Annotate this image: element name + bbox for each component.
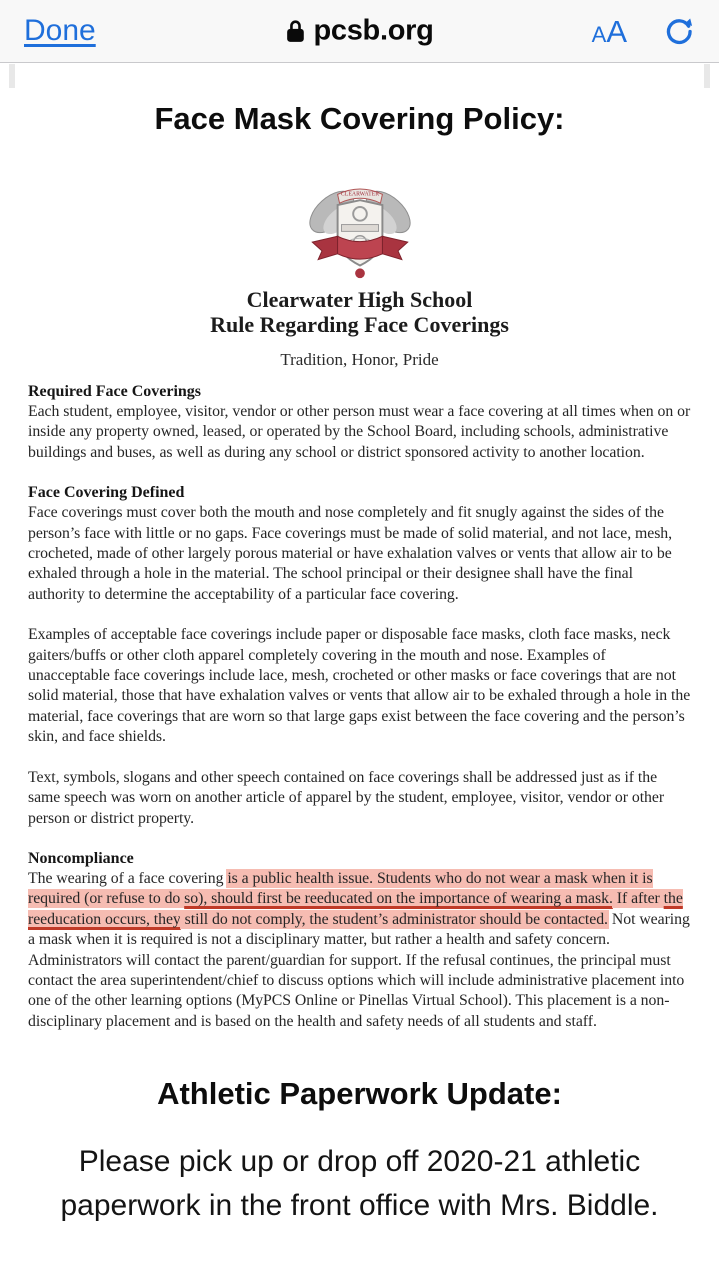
athletic-body: Please pick up or drop off 2020-21 athletic paperwork in the front office with Mrs. Biddle. xyxy=(60,1145,659,1223)
athletic-heading: Athletic Paperwork Update: xyxy=(157,1076,562,1112)
section-heading: Face Covering Defined xyxy=(28,484,185,502)
highlighted-text-segment: If after xyxy=(612,890,664,908)
section-heading: Noncompliance xyxy=(28,849,134,867)
toolbar-right-group xyxy=(592,14,695,48)
url-text: pcsb.org xyxy=(313,14,434,47)
policy-sections xyxy=(28,382,691,1032)
reload-button[interactable] xyxy=(663,14,695,48)
svg-text:CLEARWATER: CLEARWATER xyxy=(340,191,379,198)
text-segment: The wearing of a face covering xyxy=(28,869,228,887)
page-title: Face Mask Covering Policy: xyxy=(154,101,565,136)
policy-paragraph: Text, symbols, slogans and other speech contained on face coverings shall be addressed just as if the same speech was worn on another article of apparel by the student, employee, visitor, vendor or other person or district property. xyxy=(28,768,665,827)
policy-paragraph: Examples of acceptable face coverings include paper or disposable face masks, cloth face masks, neck gaiters/buffs or other cloth apparel completely covering in the mouth and nose. Examples of unacceptable face coverings include lace, mesh, crocheted or other masks or face coverings that are not solid material, those that have exhalation valves or vents that allow air to be exhaled through a hole in the material, face coverings that are worn so that large gaps exist between the face covering and the person’s skin, and face shields. xyxy=(28,626,691,746)
highlighted-text-segment: is a public health issue. Students who do not wear a mask when it is required (or refuse to do xyxy=(28,869,653,908)
text-segment: Not wearing a mask when it is required is not a disciplinary matter, but rather a health and safety concern. Administrators will contact the parent/guardian for support. If the refusal continues, the principal must contact the area superintendent/chief to discuss options which will include administrative placement into one of the other learning options (MyPCS Online or Pinellas Virtual School). This placement is a non-disciplinary placement and is based on the health and safety needs of all students and staff. xyxy=(28,910,690,1030)
school-name: Clearwater High School xyxy=(246,287,473,312)
page-left-edge-mark xyxy=(9,64,15,88)
reload-icon xyxy=(663,14,695,48)
highlighted-text-segment: the reeducation occurs, they xyxy=(28,890,683,928)
highlighted-text-segment: still do not comply, the student’s administrator should be contacted. xyxy=(180,910,608,928)
highlighted-text-segment: so), should first be reeducated on the importance of wearing a mask. xyxy=(184,890,613,908)
school-motto: Tradition, Honor, Pride xyxy=(280,350,439,369)
school-crest-logo xyxy=(28,171,691,283)
page-right-edge-mark xyxy=(704,64,710,88)
done-button[interactable]: Done xyxy=(24,14,96,47)
policy-paragraph-annotated xyxy=(28,869,691,1032)
lock-icon xyxy=(285,19,304,44)
address-field[interactable] xyxy=(285,15,433,48)
policy-paragraph: Each student, employee, visitor, vendor or other person must wear a face covering at all times when on or inside any property owned, leased, or operated by the School Board, including schools, administrative buildings and buses, as well as during any school or district sponsored activity to another location. xyxy=(28,403,691,461)
browser-toolbar xyxy=(0,0,719,63)
section-heading: Required Face Coverings xyxy=(28,383,202,400)
rule-title: Rule Regarding Face Coverings xyxy=(210,312,509,337)
text-size-button[interactable]: AA xyxy=(591,13,627,49)
policy-paragraph: Face coverings must cover both the mouth and nose completely and fit snugly against the sides of the person’s face with little or no gaps. Face coverings must be made of solid material, and not lace, mesh, crocheted, made of other largely porous material or have exhalation valves or vents that allow air to be exhaled through a hole in the material. The school principal or their designee shall have the final authority to determine the acceptability of a particular face covering. xyxy=(28,504,673,603)
document-page xyxy=(0,63,719,1228)
